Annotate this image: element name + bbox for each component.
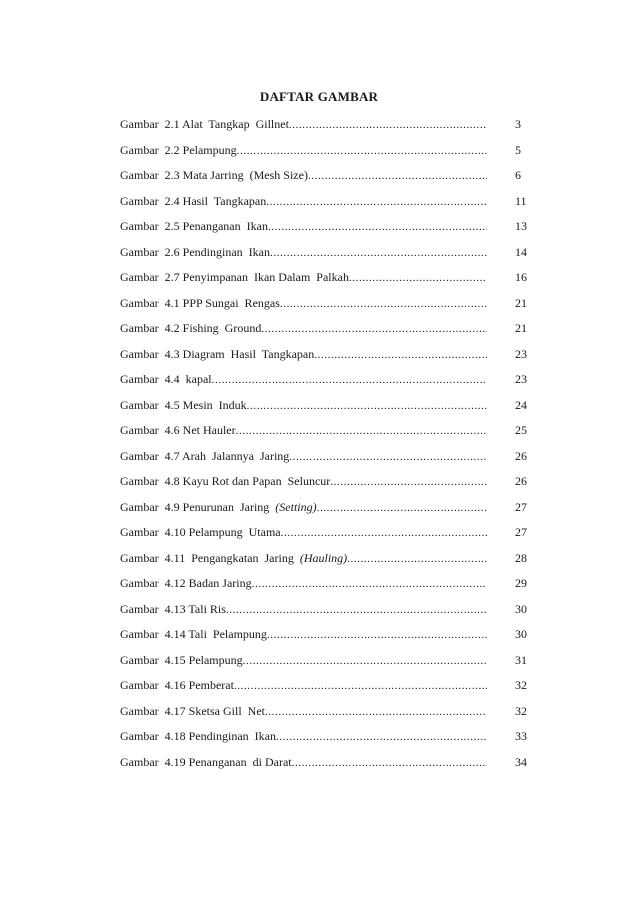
page-number: 6 bbox=[515, 168, 521, 182]
figure-label-text: Gambar 4.7 Arah Jalannya Jaring bbox=[120, 448, 290, 463]
page-title: DAFTAR GAMBAR bbox=[259, 89, 379, 104]
figure-list-item bbox=[120, 217, 540, 243]
figure-label-text: Gambar 2.4 Hasil Tangkapan bbox=[120, 193, 267, 208]
page-number: 24 bbox=[515, 397, 527, 412]
figure-label-text: Gambar 4.18 Pendinginan Ikan bbox=[120, 729, 276, 743]
page-number: 27 bbox=[515, 499, 527, 514]
figure-label bbox=[120, 421, 236, 440]
dot-leader bbox=[243, 652, 487, 671]
figure-label bbox=[120, 345, 314, 364]
figure-label bbox=[120, 523, 281, 542]
figure-list-item bbox=[120, 727, 540, 753]
dot-leader bbox=[261, 320, 487, 339]
figure-entry bbox=[120, 676, 487, 696]
figure-entry bbox=[120, 600, 487, 620]
figure-entry bbox=[120, 243, 487, 263]
figure-label-text: Gambar 4.11 Pengangkatan Jaring bbox=[120, 550, 300, 565]
page-number: 31 bbox=[515, 652, 527, 667]
figure-label-text: Gambar 4.19 Penanganan di Darat bbox=[120, 754, 292, 769]
page-number: 23 bbox=[515, 346, 527, 361]
figure-label-text: Gambar 4.10 Pelampung Utama bbox=[120, 525, 281, 539]
figure-list-item bbox=[120, 651, 540, 677]
figure-label-text: Gambar 4.12 Badan Jaring bbox=[120, 576, 252, 590]
figure-label bbox=[120, 217, 268, 236]
dot-leader bbox=[289, 448, 487, 467]
figure-entry bbox=[120, 115, 487, 135]
dot-leader bbox=[236, 422, 487, 441]
page-number: 32 bbox=[515, 678, 527, 692]
dot-leader bbox=[349, 269, 487, 288]
figure-list-item bbox=[120, 396, 540, 422]
figure-label bbox=[120, 676, 234, 695]
figure-label bbox=[120, 574, 252, 593]
page-number: 25 bbox=[515, 423, 527, 437]
figure-label-text: Gambar 4.9 Penurunan Jaring bbox=[120, 499, 276, 514]
dot-leader bbox=[265, 703, 487, 722]
figure-label-text: Gambar 4.5 Mesin Induk bbox=[120, 397, 247, 412]
figure-entry bbox=[120, 727, 487, 747]
figure-entry bbox=[120, 166, 487, 186]
figure-label-text: Gambar 4.8 Kayu Rot dan Papan Seluncur bbox=[120, 474, 331, 488]
figure-entry bbox=[120, 472, 487, 492]
page-number: 11 bbox=[515, 193, 527, 208]
dot-leader bbox=[212, 371, 487, 390]
dot-leader bbox=[292, 754, 487, 773]
figure-list-item bbox=[120, 523, 540, 549]
figure-label-text: Gambar 4.2 Fishing Ground bbox=[120, 321, 262, 335]
figure-entry bbox=[120, 345, 487, 365]
page-number: 32 bbox=[515, 703, 527, 718]
figure-label-text: Gambar 4.13 Tali Ris bbox=[120, 601, 226, 616]
figure-label-text: Gambar 2.5 Penanganan Ikan bbox=[120, 219, 268, 233]
figure-label bbox=[120, 141, 237, 160]
figure-list-item bbox=[120, 192, 540, 218]
page-number: 5 bbox=[515, 142, 521, 157]
figure-label bbox=[120, 294, 280, 313]
dot-leader bbox=[314, 346, 487, 365]
page-number: 26 bbox=[515, 474, 527, 488]
figure-entry bbox=[120, 268, 487, 288]
dot-leader bbox=[317, 499, 487, 518]
figure-list-item bbox=[120, 421, 540, 447]
figure-label-text: Gambar 2.2 Pelampung bbox=[120, 142, 237, 157]
page-number: 21 bbox=[515, 295, 527, 310]
figure-entry bbox=[120, 702, 487, 722]
dot-leader bbox=[280, 295, 487, 314]
figure-label-text: Gambar 4.17 Sketsa Gill Net bbox=[120, 703, 265, 718]
page-number: 30 bbox=[515, 601, 527, 616]
figure-label-text: Gambar 4.16 Pemberat bbox=[120, 678, 234, 692]
figure-entry bbox=[120, 753, 487, 773]
figure-entry bbox=[120, 651, 487, 671]
figure-label bbox=[120, 600, 226, 619]
figure-list-item bbox=[120, 625, 540, 651]
figure-label bbox=[120, 625, 267, 644]
figure-list-item bbox=[120, 574, 540, 600]
figure-entry bbox=[120, 217, 487, 237]
figure-entry bbox=[120, 523, 487, 543]
dot-leader bbox=[276, 728, 487, 747]
figure-label-text: Gambar 2.7 Penyimpanan Ikan Dalam Palkah bbox=[120, 270, 349, 284]
figure-list-item bbox=[120, 319, 540, 345]
page-number: 27 bbox=[515, 525, 527, 539]
dot-leader bbox=[252, 575, 487, 594]
figure-label-text: Gambar 4.6 Net Hauler bbox=[120, 423, 236, 437]
page-number: 13 bbox=[515, 219, 527, 233]
figure-label bbox=[120, 702, 265, 721]
figure-label bbox=[120, 192, 266, 211]
figure-entry bbox=[120, 447, 487, 467]
figure-list-item bbox=[120, 753, 540, 779]
dot-leader bbox=[237, 142, 487, 161]
figure-label-text: Gambar 2.1 Alat Tangkap Gillnet bbox=[120, 117, 289, 131]
dot-leader bbox=[234, 677, 487, 696]
figure-entry bbox=[120, 574, 487, 594]
figure-list-item bbox=[120, 166, 540, 192]
figure-label bbox=[120, 243, 270, 262]
figure-list-item bbox=[120, 115, 540, 141]
figure-label-text: Gambar 4.1 PPP Sungai Rengas bbox=[120, 295, 280, 310]
page-number: 16 bbox=[515, 270, 527, 284]
figure-list-item bbox=[120, 549, 540, 575]
figure-label bbox=[120, 166, 308, 185]
figure-entry bbox=[120, 625, 487, 645]
figure-label bbox=[120, 115, 289, 134]
figure-label bbox=[120, 370, 212, 389]
figure-label bbox=[120, 549, 347, 568]
figure-list-item bbox=[120, 676, 540, 702]
page-number: 14 bbox=[515, 244, 527, 259]
figure-entry bbox=[120, 396, 487, 416]
dot-leader bbox=[330, 473, 487, 492]
dot-leader bbox=[270, 244, 487, 263]
figure-label-text: Gambar 4.4 kapal bbox=[120, 372, 212, 386]
figure-label bbox=[120, 753, 292, 772]
figure-label-text: Gambar 4.14 Tali Pelampung bbox=[120, 627, 267, 641]
figure-list-item bbox=[120, 702, 540, 728]
page-number: 26 bbox=[515, 448, 527, 463]
figure-list-item bbox=[120, 345, 540, 371]
figure-entry bbox=[120, 370, 487, 390]
figure-label bbox=[120, 319, 261, 338]
page-number: 3 bbox=[515, 117, 521, 131]
figure-list-item bbox=[120, 294, 540, 320]
dot-leader bbox=[266, 193, 487, 212]
dot-leader bbox=[289, 116, 487, 135]
figure-entry bbox=[120, 141, 487, 161]
dot-leader bbox=[267, 626, 487, 645]
dot-leader bbox=[308, 167, 487, 186]
figure-list-item bbox=[120, 447, 540, 473]
page-number: 23 bbox=[515, 372, 527, 386]
dot-leader bbox=[281, 524, 487, 543]
figure-label bbox=[120, 727, 276, 746]
figure-list-item bbox=[120, 498, 540, 524]
figure-label-italic: (Setting) bbox=[275, 499, 317, 514]
figure-label-text: Gambar 4.3 Diagram Hasil Tangkapan bbox=[120, 346, 315, 361]
figure-list-item bbox=[120, 370, 540, 396]
figure-entry bbox=[120, 421, 487, 441]
figure-entry bbox=[120, 294, 487, 314]
figure-list-item bbox=[120, 141, 540, 167]
figure-label bbox=[120, 498, 317, 517]
figure-entry bbox=[120, 549, 487, 569]
figure-label-text: Gambar 2.6 Pendinginan Ikan bbox=[120, 244, 270, 259]
dot-leader bbox=[226, 601, 487, 620]
page-number: 34 bbox=[515, 754, 527, 769]
dot-leader bbox=[268, 218, 487, 237]
figure-list-item bbox=[120, 243, 540, 269]
figure-label bbox=[120, 651, 243, 670]
dot-leader bbox=[347, 550, 487, 569]
page-number: 33 bbox=[515, 729, 527, 743]
figure-label bbox=[120, 472, 330, 491]
figure-label-italic: (Hauling) bbox=[299, 550, 348, 565]
page-number: 29 bbox=[515, 576, 527, 590]
figure-entry bbox=[120, 319, 487, 339]
dot-leader bbox=[247, 397, 487, 416]
figure-label bbox=[120, 396, 247, 415]
figure-label-text: Gambar 4.15 Pelampung bbox=[120, 652, 243, 667]
figure-label-text: Gambar 2.3 Mata Jarring (Mesh Size) bbox=[120, 168, 308, 182]
figure-label bbox=[120, 268, 349, 287]
page-number: 30 bbox=[515, 627, 527, 641]
figure-list-item bbox=[120, 472, 540, 498]
figure-entry bbox=[120, 498, 487, 518]
page-number: 28 bbox=[515, 550, 527, 565]
figure-list-item bbox=[120, 600, 540, 626]
figure-list-item bbox=[120, 268, 540, 294]
figure-entry bbox=[120, 192, 487, 212]
figure-label bbox=[120, 447, 289, 466]
figure-list bbox=[120, 115, 540, 778]
page-number: 21 bbox=[515, 321, 527, 335]
